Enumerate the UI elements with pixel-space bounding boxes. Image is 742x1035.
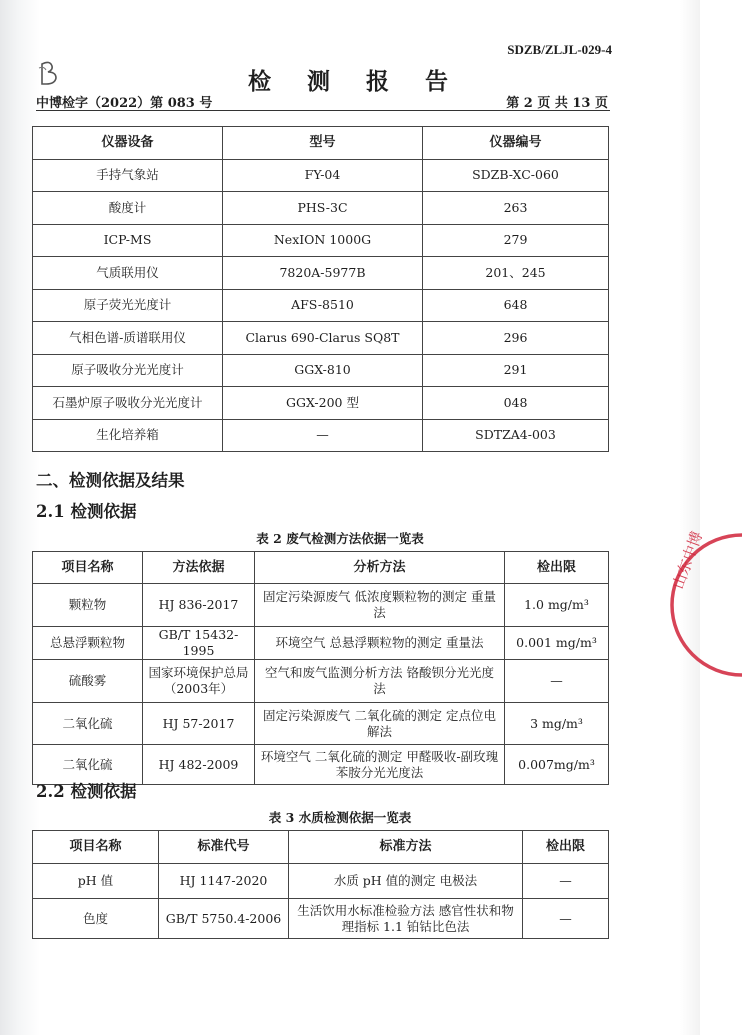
table-header-row — [33, 127, 609, 160]
table-row — [33, 257, 609, 290]
cell: 总悬浮颗粒物 — [33, 627, 143, 660]
cell: HJ 836-2017 — [143, 584, 255, 627]
column-header: 项目名称 — [33, 552, 143, 584]
page-number: 第 2 页 共 13 页 — [506, 96, 608, 111]
table-caption: 表 2 废气检测方法依据一览表 — [256, 531, 424, 546]
cell: — — [523, 864, 609, 899]
cell: GGX-200 型 — [223, 387, 423, 420]
cell: 201、245 — [423, 257, 609, 290]
cell: AFS-8510 — [223, 289, 423, 322]
cell: 空气和废气监测分析方法 铬酸钡分光光度法 — [255, 660, 505, 703]
cell: 296 — [423, 322, 609, 355]
column-header: 仪器编号 — [423, 127, 609, 160]
instruments-table — [32, 126, 609, 452]
cell: HJ 482-2009 — [143, 745, 255, 785]
cell: — — [523, 899, 609, 939]
table-caption: 表 3 水质检测依据一览表 — [268, 810, 412, 825]
cell: 263 — [423, 192, 609, 225]
cell: 环境空气 总悬浮颗粒物的测定 重量法 — [255, 627, 505, 660]
table-row — [33, 159, 609, 192]
column-header: 标准代号 — [159, 831, 289, 864]
cell: 环境空气 二氧化硫的测定 甲醛吸收-副玫瑰苯胺分光光度法 — [255, 745, 505, 785]
cell: NexION 1000G — [223, 224, 423, 257]
cell: GB/T 15432-1995 — [143, 627, 255, 660]
table-row — [33, 419, 609, 452]
cell: PHS-3C — [223, 192, 423, 225]
table-row — [33, 864, 609, 899]
table-row — [33, 289, 609, 322]
cell: 3 mg/m³ — [505, 703, 609, 745]
table-row — [33, 322, 609, 355]
official-seal-stamp — [662, 520, 742, 690]
report-number: 中博检字（2022）第 083 号 — [36, 96, 213, 111]
table-header-row — [33, 831, 609, 864]
subsection-heading: 2.1 检测依据 — [36, 502, 137, 521]
cell: 648 — [423, 289, 609, 322]
section-heading: 二、检测依据及结果 — [36, 471, 185, 490]
column-header: 方法依据 — [143, 552, 255, 584]
cell: 固定污染源废气 二氧化硫的测定 定点位电解法 — [255, 703, 505, 745]
cell: 7820A-5977B — [223, 257, 423, 290]
cell: — — [223, 419, 423, 452]
table-row — [33, 354, 609, 387]
cell: 国家环境保护总局（2003年） — [143, 660, 255, 703]
cell: 固定污染源废气 低浓度颗粒物的测定 重量法 — [255, 584, 505, 627]
table-row — [33, 703, 609, 745]
cell: SDTZA4-003 — [423, 419, 609, 452]
column-header: 标准方法 — [289, 831, 523, 864]
document-code: SDZB/ZLJL-029-4 — [507, 42, 612, 57]
water-quality-methods-table — [32, 830, 609, 939]
cell: HJ 1147-2020 — [159, 864, 289, 899]
exhaust-gas-methods-table — [32, 551, 609, 785]
cell: HJ 57-2017 — [143, 703, 255, 745]
cell: 原子荧光光度计 — [33, 289, 223, 322]
cell: 生化培养箱 — [33, 419, 223, 452]
cell: 手持气象站 — [33, 159, 223, 192]
cell: 硫酸雾 — [33, 660, 143, 703]
cell: 0.007mg/m³ — [505, 745, 609, 785]
seal-text: 山东中博 — [668, 528, 707, 592]
cell: GGX-810 — [223, 354, 423, 387]
header-divider — [36, 110, 610, 111]
subsection-heading: 2.2 检测依据 — [36, 782, 137, 801]
cell: FY-04 — [223, 159, 423, 192]
cell: 0.001 mg/m³ — [505, 627, 609, 660]
table-row — [33, 660, 609, 703]
column-header: 型号 — [223, 127, 423, 160]
cell: — — [505, 660, 609, 703]
cell: 二氧化硫 — [33, 703, 143, 745]
column-header: 项目名称 — [33, 831, 159, 864]
cell: pH 值 — [33, 864, 159, 899]
table-row — [33, 192, 609, 225]
cell: 二氧化硫 — [33, 745, 143, 785]
column-header: 仪器设备 — [33, 127, 223, 160]
cell: GB/T 5750.4-2006 — [159, 899, 289, 939]
table-row — [33, 584, 609, 627]
cell: 048 — [423, 387, 609, 420]
table-row — [33, 627, 609, 660]
page-title: 检 测 报 告 — [247, 68, 463, 95]
cell: 颗粒物 — [33, 584, 143, 627]
cell: 气质联用仪 — [33, 257, 223, 290]
table-row — [33, 387, 609, 420]
cell: 291 — [423, 354, 609, 387]
cell: Clarus 690-Clarus SQ8T — [223, 322, 423, 355]
column-header: 分析方法 — [255, 552, 505, 584]
cell: 酸度计 — [33, 192, 223, 225]
cell: ICP-MS — [33, 224, 223, 257]
column-header: 检出限 — [505, 552, 609, 584]
cell: 生活饮用水标准检验方法 感官性状和物理指标 1.1 铂钴比色法 — [289, 899, 523, 939]
table-row — [33, 224, 609, 257]
cell: SDZB-XC-060 — [423, 159, 609, 192]
cell: 气相色谱-质谱联用仪 — [33, 322, 223, 355]
cell: 1.0 mg/m³ — [505, 584, 609, 627]
column-header: 检出限 — [523, 831, 609, 864]
cell: 原子吸收分光光度计 — [33, 354, 223, 387]
table-row — [33, 899, 609, 939]
cell: 色度 — [33, 899, 159, 939]
table-header-row — [33, 552, 609, 584]
cell: 279 — [423, 224, 609, 257]
cell: 水质 pH 值的测定 电极法 — [289, 864, 523, 899]
cell: 石墨炉原子吸收分光光度计 — [33, 387, 223, 420]
